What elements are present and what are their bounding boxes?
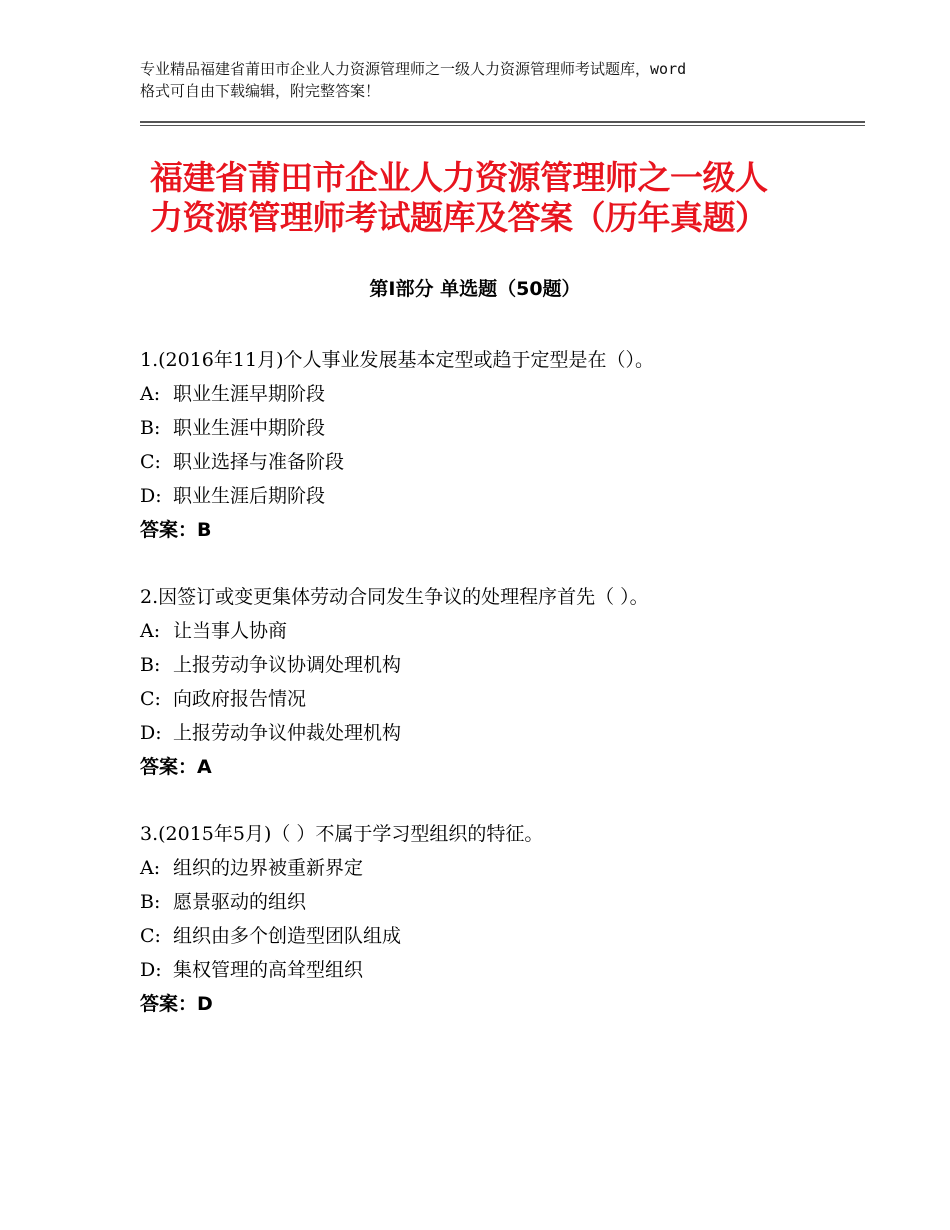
question-list	[140, 343, 860, 1054]
option-key: D:	[140, 485, 162, 507]
option-b	[140, 411, 860, 445]
option-key: A:	[140, 857, 161, 879]
option-text: 职业生涯早期阶段	[173, 383, 326, 405]
option-c	[140, 919, 860, 953]
question-item	[140, 580, 860, 784]
answer-label: 答案：D	[140, 993, 213, 1015]
option-key: C:	[140, 451, 161, 473]
option-text: 上报劳动争议协调处理机构	[173, 654, 402, 676]
answer-label: 答案：B	[140, 519, 212, 541]
option-c	[140, 445, 860, 479]
header-divider-thin	[140, 125, 865, 126]
option-d	[140, 479, 860, 513]
option-key: D:	[140, 959, 162, 981]
option-a	[140, 377, 860, 411]
header-note-line-1: 专业精品福建省莆田市企业人力资源管理师之一级人力资源管理师考试题库，word	[140, 60, 687, 78]
option-a	[140, 614, 860, 648]
option-text: 职业生涯中期阶段	[173, 417, 326, 439]
question-item	[140, 343, 860, 547]
header-divider-thick	[140, 121, 865, 123]
question-stem: 1.(2016年11月)个人事业发展基本定型或趋于定型是在（）。	[140, 349, 654, 371]
option-text: 上报劳动争议仲裁处理机构	[173, 722, 402, 744]
option-text: 组织由多个创造型团队组成	[173, 925, 402, 947]
option-key: B:	[140, 891, 161, 913]
header-note	[140, 58, 840, 102]
option-b	[140, 885, 860, 919]
option-key: D:	[140, 722, 162, 744]
question-stem: 3.(2015年5月)（ ）不属于学习型组织的特征。	[140, 823, 544, 845]
option-text: 职业选择与准备阶段	[173, 451, 345, 473]
option-key: A:	[140, 383, 161, 405]
answer-label: 答案：A	[140, 756, 212, 778]
option-text: 让当事人协商	[173, 620, 288, 642]
option-b	[140, 648, 860, 682]
option-d	[140, 716, 860, 750]
document-title-line-2: 力资源管理师考试题库及答案（历年真题）	[150, 198, 768, 237]
section-heading: 第Ⅰ部分 单选题（50题）	[369, 278, 581, 300]
question-stem: 2.因签订或变更集体劳动合同发生争议的处理程序首先（ ）。	[140, 586, 649, 608]
document-title-line-1: 福建省莆田市企业人力资源管理师之一级人	[150, 158, 768, 197]
option-c	[140, 682, 860, 716]
option-key: A:	[140, 620, 161, 642]
option-text: 愿景驱动的组织	[173, 891, 307, 913]
question-item	[140, 817, 860, 1021]
option-text: 职业生涯后期阶段	[173, 485, 326, 507]
option-text: 组织的边界被重新界定	[173, 857, 364, 879]
option-text: 集权管理的高耸型组织	[173, 959, 364, 981]
option-key: C:	[140, 925, 161, 947]
option-a	[140, 851, 860, 885]
document-title	[150, 158, 840, 238]
option-text: 向政府报告情况	[173, 688, 307, 710]
option-key: C:	[140, 688, 161, 710]
option-key: B:	[140, 654, 161, 676]
header-note-line-2: 格式可自由下载编辑，附完整答案！	[140, 82, 381, 100]
option-key: B:	[140, 417, 161, 439]
option-d	[140, 953, 860, 987]
